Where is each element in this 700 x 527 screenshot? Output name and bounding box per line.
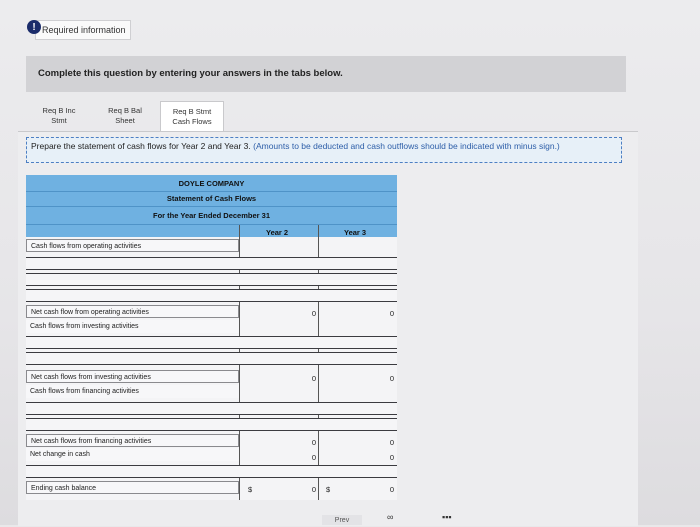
column-header-year-3: Year 3 bbox=[344, 228, 367, 237]
header-divider bbox=[26, 191, 397, 192]
grid-icon[interactable]: ▪▪▪ bbox=[442, 512, 452, 522]
operating-input-row[interactable] bbox=[26, 257, 397, 270]
currency-symbol-year-2: $ bbox=[248, 485, 253, 494]
tab-label-line1: Req B Stmt bbox=[172, 107, 212, 116]
statement-period: For the Year Ended December 31 bbox=[153, 211, 270, 220]
net-change-year-2: 0 bbox=[311, 453, 316, 462]
operating-total-year-2: 0 bbox=[311, 309, 316, 318]
operating-activities-label: Cash flows from operating activities bbox=[26, 239, 239, 252]
tab-req-b-inc-stmt[interactable] bbox=[28, 101, 90, 131]
net-change-year-3: 0 bbox=[389, 453, 394, 462]
investing-total-label: Net cash flows from investing activities bbox=[26, 370, 239, 383]
prev-button[interactable] bbox=[322, 515, 362, 525]
column-header-year-2: Year 2 bbox=[266, 228, 289, 237]
operating-total-label: Net cash flow from operating activities bbox=[26, 305, 239, 318]
alert-icon: ! bbox=[27, 20, 41, 34]
operating-input-row[interactable] bbox=[26, 273, 397, 286]
header-divider bbox=[26, 224, 397, 225]
financing-input-row[interactable] bbox=[26, 418, 397, 431]
tab-req-b-bal-sheet[interactable] bbox=[94, 101, 156, 131]
statement-header bbox=[26, 175, 397, 237]
investing-total-year-2: 0 bbox=[311, 374, 316, 383]
tab-req-b-stmt-cash-flows[interactable] bbox=[160, 101, 224, 131]
tab-label-line2: Sheet bbox=[115, 116, 135, 125]
ending-balance-year-3: 0 bbox=[389, 485, 394, 494]
financing-total-year-3: 0 bbox=[389, 438, 394, 447]
net-change-label: Net change in cash bbox=[26, 448, 239, 461]
tab-label-line1: Req B Inc bbox=[42, 106, 76, 115]
prompt-box bbox=[26, 137, 622, 163]
prompt-text: Prepare the statement of cash flows for Year 2 and Year 3. bbox=[31, 141, 251, 151]
tab-label-line2: Cash Flows bbox=[172, 117, 212, 126]
investing-input-row[interactable] bbox=[26, 352, 397, 365]
instruction-bar bbox=[26, 56, 626, 92]
ending-balance-year-2: 0 bbox=[311, 485, 316, 494]
financing-input-row[interactable] bbox=[26, 402, 397, 415]
investing-activities-label: Cash flows from investing activities bbox=[26, 320, 239, 333]
link-icon[interactable]: ∞ bbox=[387, 512, 394, 522]
currency-symbol-year-3: $ bbox=[326, 485, 331, 494]
investing-input-row[interactable] bbox=[26, 336, 397, 349]
financing-total-label: Net cash flows from financing activities bbox=[26, 434, 239, 447]
header-divider bbox=[26, 206, 397, 207]
financing-total-year-2: 0 bbox=[311, 438, 316, 447]
investing-total-year-3: 0 bbox=[389, 374, 394, 383]
operating-input-row[interactable] bbox=[26, 289, 397, 302]
ending-balance-label: Ending cash balance bbox=[26, 481, 239, 494]
company-name: DOYLE COMPANY bbox=[178, 179, 245, 188]
cash-flow-statement bbox=[26, 175, 397, 500]
prompt-note: (Amounts to be deducted and cash outflows should be indicated with minus sign.) bbox=[253, 141, 560, 151]
required-information-label: Required information bbox=[42, 25, 126, 35]
prev-label: Prev bbox=[334, 517, 350, 524]
financing-activities-label: Cash flows from financing activities bbox=[26, 385, 239, 398]
spacer-input-row[interactable] bbox=[26, 465, 397, 478]
tab-label-line1: Req B Bal bbox=[108, 106, 142, 115]
statement-title: Statement of Cash Flows bbox=[166, 194, 257, 203]
required-information-banner bbox=[35, 20, 131, 40]
instruction-text: Complete this question by entering your answers in the tabs below. bbox=[38, 68, 343, 79]
operating-total-year-3: 0 bbox=[389, 309, 394, 318]
tab-label-line2: Stmt bbox=[51, 116, 67, 125]
